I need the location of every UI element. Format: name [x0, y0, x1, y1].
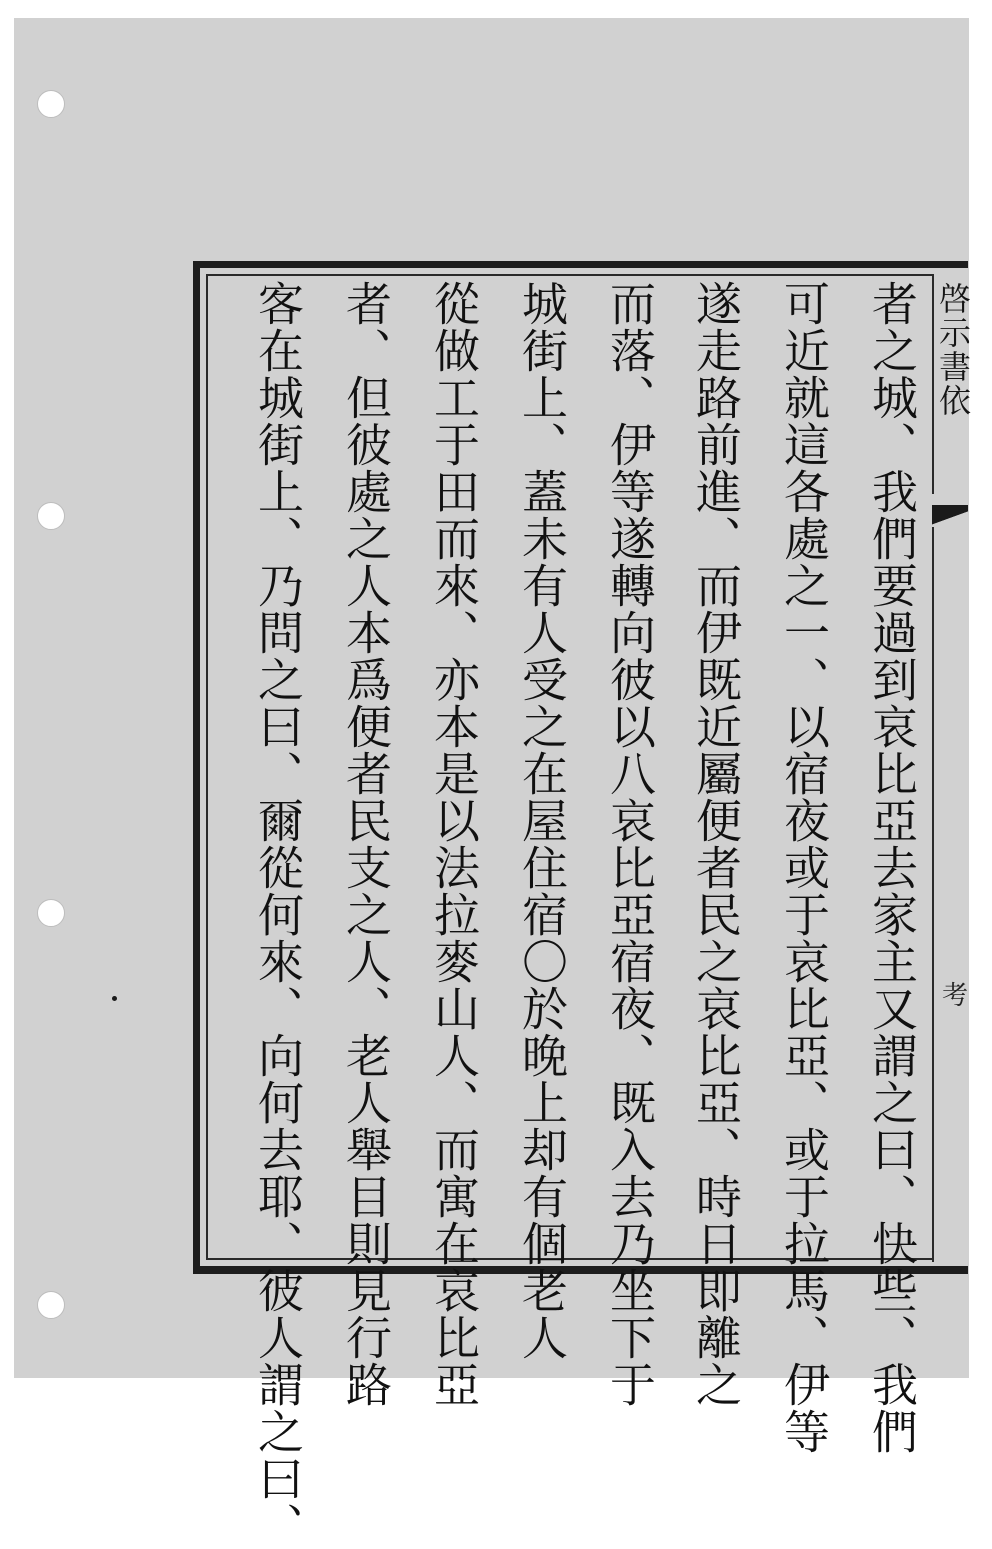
margin-title: 啓示書依 — [934, 282, 972, 418]
text-column-8: 客在城街上、乃問之曰、爾從何來、向何去耶、彼人謂之曰、 — [251, 280, 305, 1549]
margin-divider — [932, 527, 934, 1262]
text-column-4: 而落、伊等遂轉向彼以八哀比亞宿夜、既入去乃坐下于 — [603, 280, 657, 1408]
punch-hole — [37, 899, 65, 927]
text-column-7: 者、但彼處之人本爲便者民支之人、老人舉目則見行路 — [339, 280, 393, 1408]
ink-dot — [112, 996, 117, 1001]
punch-hole — [37, 1291, 65, 1319]
punch-hole — [37, 502, 65, 530]
page-mark: 考 — [942, 981, 969, 1011]
text-column-5: 城街上、蓋未有人受之在屋住宿〇於晚上却有個老人 — [515, 280, 569, 1361]
text-column-6: 從做工于田而來、亦本是以法拉麥山人、而寓在哀比亞 — [427, 280, 481, 1408]
text-column-2: 可近就這各處之一、以宿夜或于哀比亞、或于拉馬、伊等 — [777, 280, 831, 1455]
punch-hole — [37, 90, 65, 118]
fishtail-mark — [932, 505, 968, 527]
text-column-1: 者之城、我們要過到哀比亞去家主又謂之曰、快些、我們 — [865, 280, 919, 1455]
text-column-3: 遂走路前進、而伊既近屬便者民之哀比亞、時日即離之 — [689, 280, 743, 1408]
